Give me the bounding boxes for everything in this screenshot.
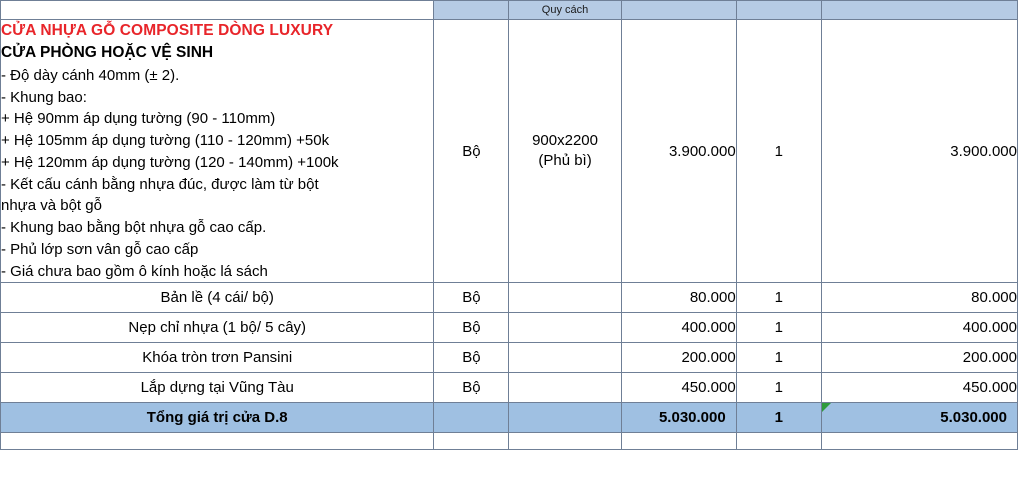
sub-item-total: 200.000	[821, 343, 1017, 373]
main-item-total: 3.900.000	[821, 20, 1017, 283]
summary-qty: 1	[736, 403, 821, 433]
main-item-description	[1, 20, 434, 283]
sub-item-name: Khóa tròn trơn Pansini	[1, 343, 434, 373]
main-item-qty: 1	[736, 20, 821, 283]
sub-item-unit: Bộ	[434, 313, 509, 343]
main-item-spec-line: - Giá chưa bao gồm ô kính hoặc lá sách	[1, 262, 268, 280]
next-row-partial	[1, 433, 1018, 450]
sub-item-total: 450.000	[821, 373, 1017, 403]
main-item-spec-line: - Độ dày cánh 40mm (± 2).	[1, 66, 180, 84]
main-item-spec-line: + Hệ 105mm áp dụng tường (110 - 120mm) +50k	[1, 132, 330, 150]
summary-total-value: 5.030.000	[940, 409, 1007, 427]
next-row-cell-spec	[509, 433, 621, 450]
sub-item-unit: Bộ	[434, 283, 509, 313]
summary-row	[1, 403, 1018, 433]
header-spec-label: Quy cách	[541, 4, 589, 16]
sub-item-price: 400.000	[621, 313, 736, 343]
sub-item-price: 80.000	[621, 283, 736, 313]
sub-item-qty: 1	[736, 373, 821, 403]
next-row-cell-unit	[434, 433, 509, 450]
main-item-spec-line: + Hệ 90mm áp dụng tường (90 - 110mm)	[1, 110, 276, 128]
summary-spec	[509, 403, 621, 433]
header-cell-total	[821, 1, 1017, 20]
table-row	[1, 283, 1018, 313]
sub-item-spec	[509, 373, 621, 403]
main-item-unit: Bộ	[434, 20, 509, 283]
main-item-row	[1, 20, 1018, 283]
header-cell-price	[621, 1, 736, 20]
summary-unit	[434, 403, 509, 433]
sub-item-spec	[509, 343, 621, 373]
header-cell-desc	[1, 1, 434, 20]
sub-item-spec	[509, 283, 621, 313]
next-row-cell-total	[821, 433, 1017, 450]
main-item-spec-line: + Hệ 120mm áp dụng tường (120 - 140mm) +100k	[1, 153, 339, 171]
sub-item-qty: 1	[736, 283, 821, 313]
main-item-spec-line: - Khung bao bằng bột nhựa gỗ cao cấp.	[1, 219, 267, 237]
sub-item-name: Nẹp chỉ nhựa (1 bộ/ 5 cây)	[1, 313, 434, 343]
sub-item-total: 400.000	[821, 313, 1017, 343]
main-item-spec-size: 900x2200	[532, 131, 598, 149]
header-cell-unit	[434, 1, 509, 20]
sub-item-unit: Bộ	[434, 343, 509, 373]
header-cell-qty	[736, 1, 821, 20]
main-item-spec-line: - Khung bao:	[1, 88, 87, 106]
table-row	[1, 313, 1018, 343]
sub-item-qty: 1	[736, 343, 821, 373]
sub-item-price: 200.000	[621, 343, 736, 373]
table-row	[1, 373, 1018, 403]
next-row-cell-price	[621, 433, 736, 450]
main-item-price: 3.900.000	[621, 20, 736, 283]
sub-item-price: 450.000	[621, 373, 736, 403]
main-item-spec	[509, 20, 621, 283]
table-header-strip	[1, 1, 1018, 20]
next-row-cell-desc	[1, 433, 434, 450]
sub-item-name: Lắp dựng tại Vũng Tàu	[1, 373, 434, 403]
main-item-title: CỬA NHỰA GỖ COMPOSITE DÒNG LUXURY	[1, 22, 334, 39]
main-item-spec-note: (Phủ bì)	[538, 152, 592, 170]
sub-item-total: 80.000	[821, 283, 1017, 313]
main-item-spec-line: - Kết cấu cánh bằng nhựa đúc, được làm từ bột	[1, 175, 319, 193]
comment-flag-icon	[822, 403, 831, 412]
summary-total	[821, 403, 1017, 433]
sub-item-name: Bản lề (4 cái/ bộ)	[1, 283, 434, 313]
next-row-cell-qty	[736, 433, 821, 450]
main-item-spec-line: - Phủ lớp sơn vân gỗ cao cấp	[1, 240, 199, 258]
sub-item-qty: 1	[736, 313, 821, 343]
table-row	[1, 343, 1018, 373]
main-item-subtitle: CỬA PHÒNG HOẶC VỆ SINH	[1, 44, 214, 62]
summary-price: 5.030.000	[621, 403, 736, 433]
summary-label: Tổng giá trị cửa D.8	[1, 403, 434, 433]
sub-item-unit: Bộ	[434, 373, 509, 403]
main-item-spec-line: nhựa và bột gỗ	[1, 197, 102, 215]
sub-item-spec	[509, 313, 621, 343]
header-cell-spec	[509, 1, 621, 20]
